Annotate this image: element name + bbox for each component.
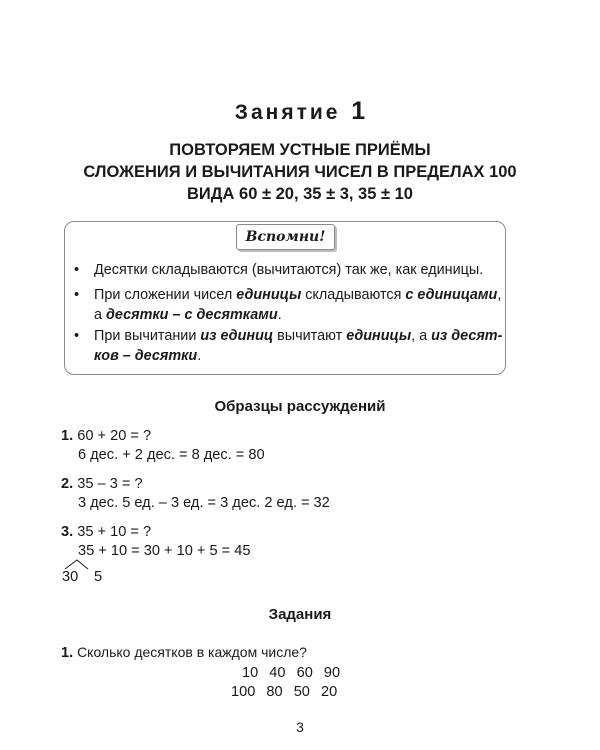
- task-1-question: [61, 642, 307, 663]
- example-3-expression: 35 + 10 = ?: [77, 524, 152, 540]
- task-1-numbers-row-1: 10 40 60 90: [242, 665, 341, 681]
- tasks-heading: Задания: [268, 606, 332, 623]
- task-1-number: 1.: [61, 645, 74, 661]
- title-line-1: ПОВТОРЯЕМ УСТНЫЕ ПРИЁМЫ: [169, 141, 431, 159]
- lesson-label: Занятие: [234, 101, 341, 124]
- example-3-problem: [61, 522, 151, 542]
- example-2-expression: 35 – 3 = ?: [77, 476, 143, 492]
- example-1-problem: [61, 426, 151, 446]
- example-2-solution: 3 дес. 5 ед. – 3 ед. = 3 дес. 2 ед. = 32: [78, 495, 330, 511]
- lesson-heading: [0, 97, 600, 126]
- example-1-expression: 60 + 20 = ?: [77, 428, 152, 444]
- rule-1: [74, 260, 504, 280]
- examples-heading: Образцы рассуждений: [214, 398, 386, 415]
- remember-label: Вспомни!: [236, 224, 335, 250]
- title-line-3: ВИДА 60 ± 20, 35 ± 3, 35 ± 10: [187, 185, 413, 203]
- example-1-solution: 6 дес. + 2 дес. = 8 дес. = 80: [78, 447, 265, 463]
- task-1-text: Сколько десятков в каждом числе?: [77, 644, 307, 660]
- example-2-number: 2.: [61, 476, 74, 492]
- title-line-2: СЛОЖЕНИЯ И ВЫЧИТАНИЯ ЧИСЕЛ В ПРЕДЕЛАХ 100: [83, 163, 517, 181]
- rule-1-text: Десятки складываются (вычитаются) так же, как единицы.: [94, 262, 484, 278]
- decomposition-tens: 30: [62, 569, 79, 585]
- rule-2-text: При сложении чисел единицы складываются с единицами, а десятки – с десятками.: [94, 287, 502, 323]
- task-1-numbers-row-2: 100 80 50 20: [231, 684, 338, 700]
- rule-2: [74, 285, 504, 325]
- example-2-problem: [61, 474, 143, 494]
- bullet-icon: •: [74, 287, 80, 303]
- bullet-icon: •: [74, 262, 80, 278]
- example-3-solution: 35 + 10 = 30 + 10 + 5 = 45: [78, 543, 251, 559]
- rule-3-text: При вычитании из единиц вычитают единицы, а из десят-ков – десятки.: [94, 328, 503, 364]
- example-1-number: 1.: [61, 428, 74, 444]
- rule-3: [74, 326, 504, 366]
- example-3-number: 3.: [61, 524, 74, 540]
- bullet-icon: •: [74, 328, 80, 344]
- decomposition-units: 5: [94, 569, 103, 585]
- lesson-number: 1: [351, 97, 366, 125]
- page-number: 3: [296, 719, 304, 735]
